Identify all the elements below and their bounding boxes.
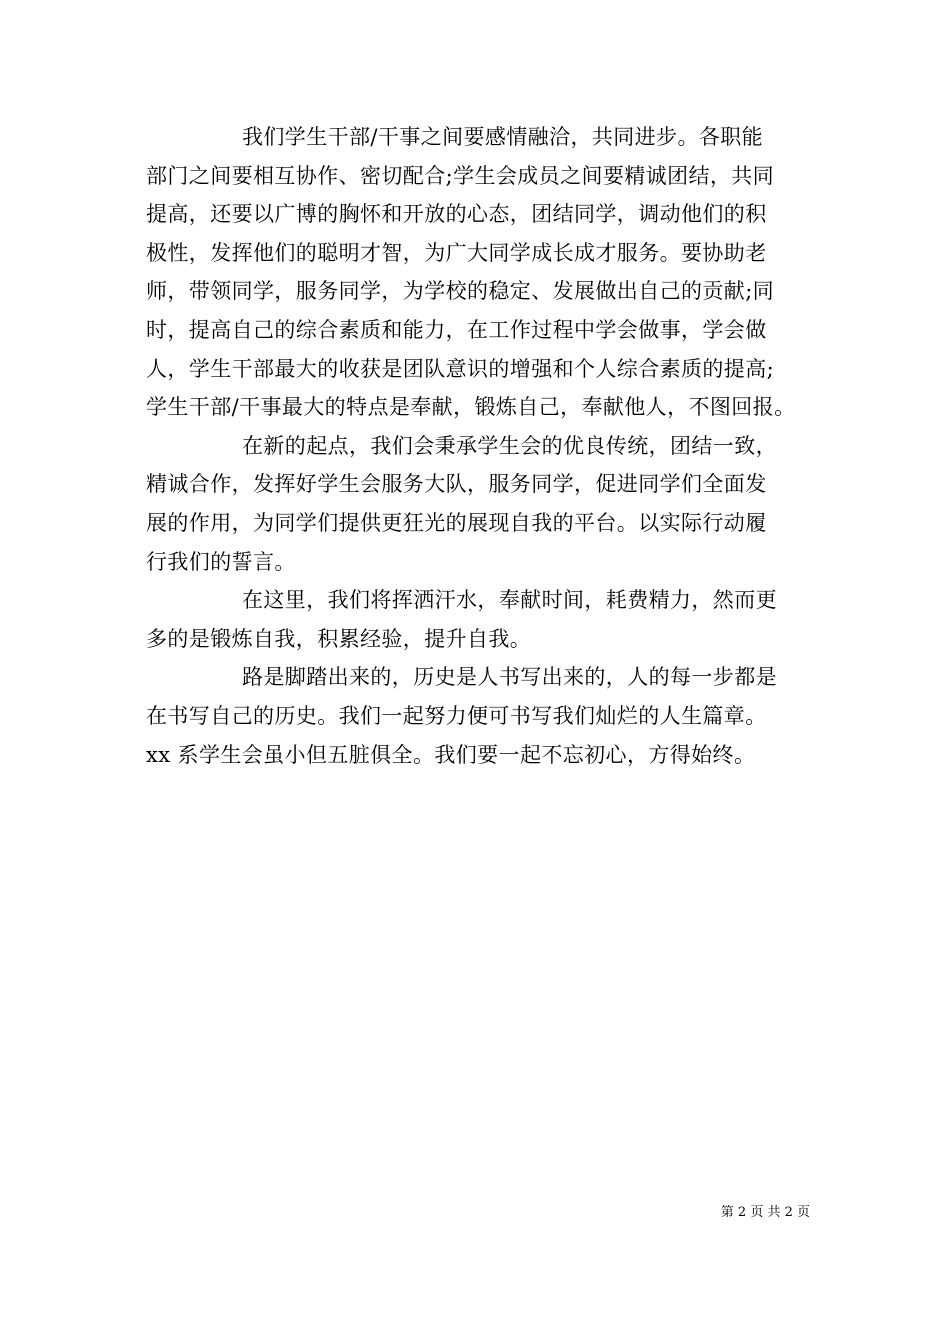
paragraph-4-line-2: 在书写自己的历史。我们一起努力便可书写我们灿烂的人生篇章。 xyxy=(146,703,767,728)
paragraph-2-line-4: 行我们的誓言。 xyxy=(146,549,296,574)
paragraph-2-line-3: 展的作用，为同学们提供更狂光的展现自我的平台。以实际行动履 xyxy=(146,510,767,535)
paragraph-1-line-3: 提高，还要以广博的胸怀和开放的心态，团结同学，调动他们的积 xyxy=(146,202,767,227)
paragraph-1-line-2: 部门之间要相互协作、密切配合;学生会成员之间要精诚团结，共同 xyxy=(146,163,775,188)
paragraph-1-line-6: 时，提高自己的综合素质和能力，在工作过程中学会做事，学会做 xyxy=(146,317,767,342)
paragraph-4-line-3: xx 系学生会虽小但五脏俱全。我们要一起不忘初心，方得始终。 xyxy=(146,742,756,767)
paragraph-1-line-1: 我们学生干部/干事之间要感情融洽，共同进步。各职能 xyxy=(242,125,764,149)
paragraph-1-line-5: 师，带领同学，服务同学，为学校的稳定、发展做出自己的贡献;同 xyxy=(146,279,775,304)
paragraph-1-line-4: 极性，发挥他们的聪明才智，为广大同学成长成才服务。要协助老 xyxy=(146,240,767,265)
paragraph-2-line-2: 精诚合作，发挥好学生会服务大队，服务同学，促进同学们全面发 xyxy=(146,472,767,497)
body-text xyxy=(146,118,816,774)
paragraph-1-line-7: 人，学生干部最大的收获是团队意识的增强和个人综合素质的提高; xyxy=(146,356,775,381)
paragraph-1-line-8: 学生干部/干事最大的特点是奉献，锻炼自己，奉献他人，不图回报。 xyxy=(146,395,796,420)
page-number: 第 2 页 共 2 页 xyxy=(720,1205,810,1220)
paragraph-3-line-1: 在这里，我们将挥洒汗水，奉献时间，耗费精力，然而更 xyxy=(242,588,777,613)
paragraph-2-line-1: 在新的起点，我们会秉承学生会的优良传统，团结一致， xyxy=(242,433,777,458)
paragraph-3-line-2: 多的是锻炼自我，积累经验，提升自我。 xyxy=(146,626,532,651)
paragraph-4-line-1: 路是脚踏出来的，历史是人书写出来的，人的每一步都是 xyxy=(242,665,777,690)
